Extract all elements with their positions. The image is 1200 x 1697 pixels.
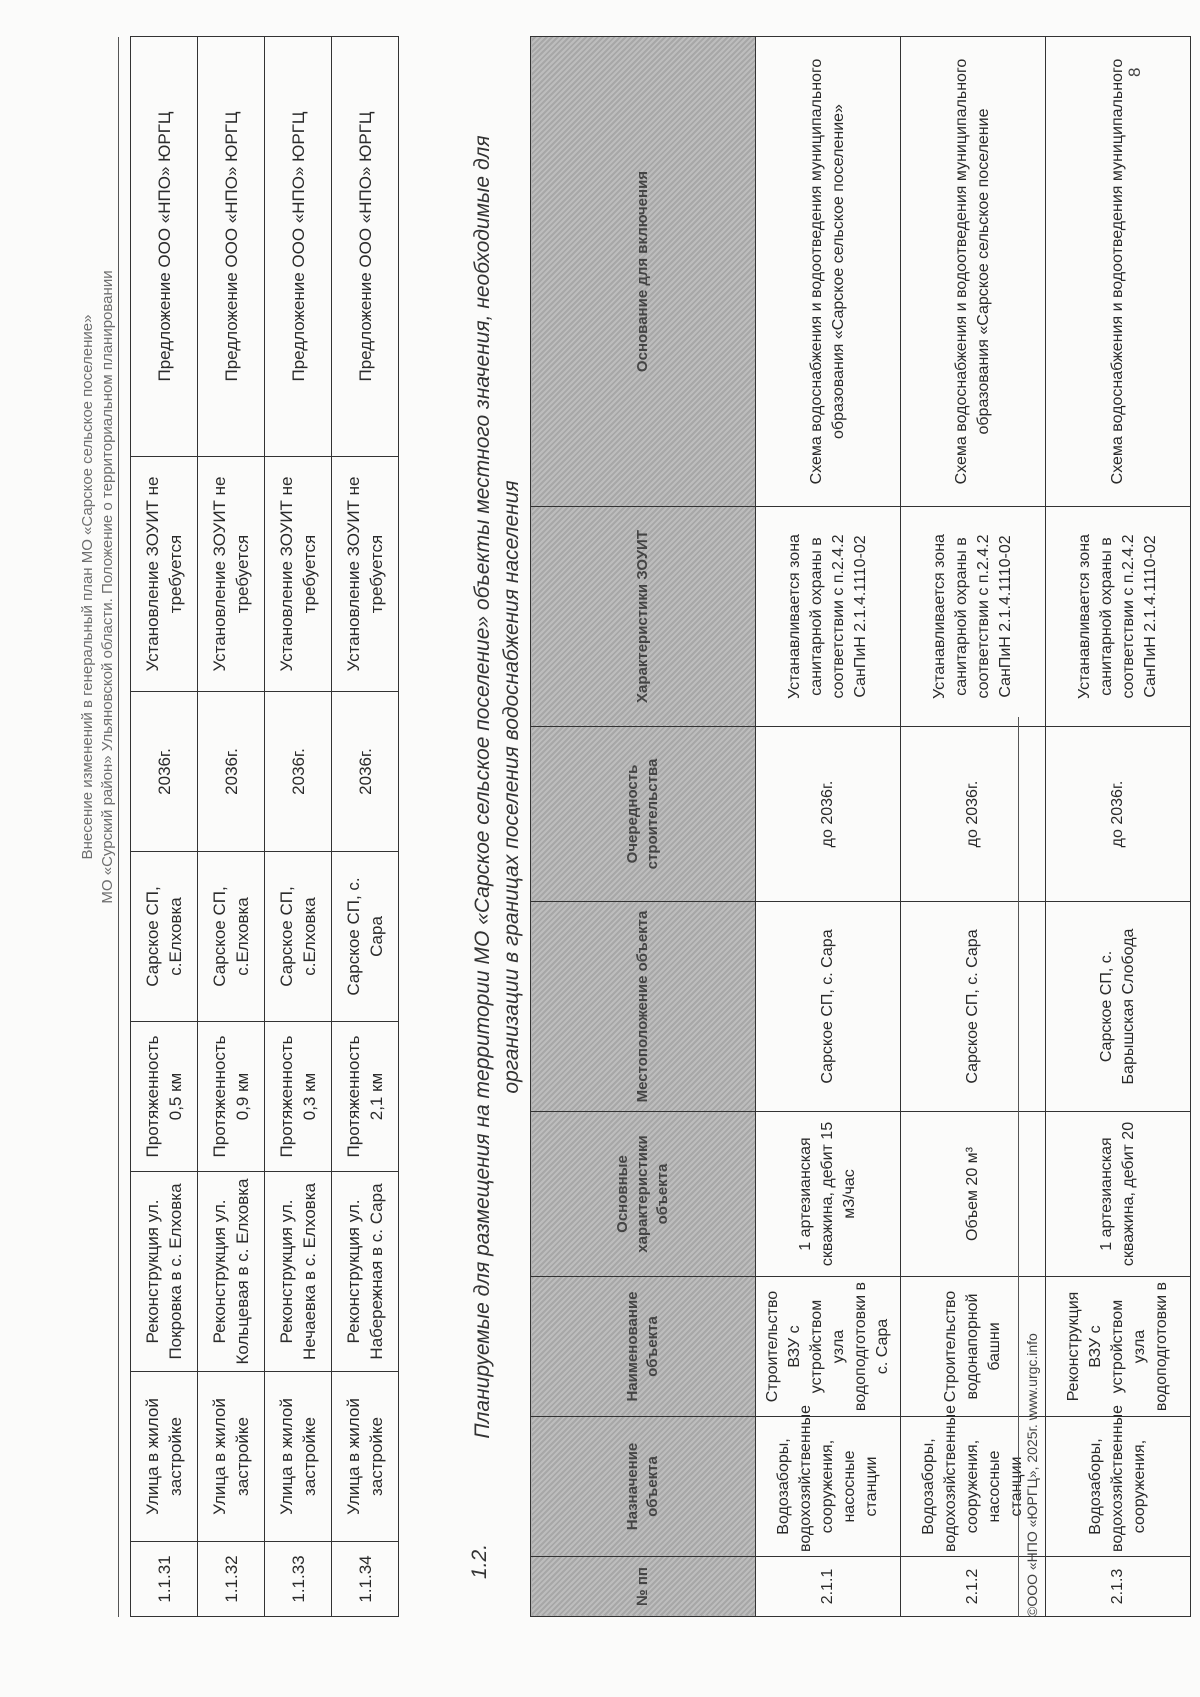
footer-divider [1018, 717, 1019, 1617]
table-cell: Сарское СП, с. Сара [901, 902, 1046, 1112]
water-supply-objects-table [530, 36, 1191, 1617]
column-header: Местоположение объекта [531, 902, 756, 1112]
table-cell: Улица в жилой застройке [265, 1372, 332, 1542]
table-cell: Устанавливается зона санитарной охраны в соответствии с п.2.4.2 СанПиН 2.1.4.1110-02 [756, 507, 901, 727]
column-header: Наименование объекта [531, 1277, 756, 1417]
table-cell: Предложение ООО «НПО» ЮРГЦ [332, 37, 399, 457]
table-cell: Устанавливается зона санитарной охраны в соответствии с п.2.4.2 СанПиН 2.1.4.1110-02 [1046, 507, 1191, 727]
table-cell: Реконструкция ул. Нечаевка в с. Елховка [265, 1172, 332, 1372]
table-cell: 1.1.32 [198, 1542, 265, 1617]
table-cell: Установление ЗОУИТ не требуется [265, 457, 332, 692]
table-cell: 1.1.34 [332, 1542, 399, 1617]
table-cell: Строительство водонапорной башни [901, 1277, 1046, 1417]
column-header: Основание для включения [531, 37, 756, 507]
table-cell: Сарское СП, с. Барышская Слобода [1046, 902, 1191, 1112]
table-cell: Протяженность 0,9 км [198, 1022, 265, 1172]
table-cell: Схема водоснабжения и водоотведения муниципального [1046, 37, 1191, 507]
table-cell: Реконструкция ул. Набережная в с. Сара [332, 1172, 399, 1372]
table-cell: Предложение ООО «НПО» ЮРГЦ [265, 37, 332, 457]
table-cell: 1.1.31 [131, 1542, 198, 1617]
table-cell: Сарское СП, с.Елховка [265, 852, 332, 1022]
water-table-body [756, 37, 1191, 1617]
column-header: Назначение объекта [531, 1417, 756, 1557]
table-cell: Сарское СП, с.Елховка [198, 852, 265, 1022]
document-header [78, 37, 118, 1137]
column-header: № пп [531, 1557, 756, 1617]
roads-table-body [131, 37, 399, 1617]
table-cell: Протяженность 2,1 км [332, 1022, 399, 1172]
table-cell: Улица в жилой застройке [332, 1372, 399, 1542]
table-row [131, 37, 198, 1617]
table-cell: Реконструкция ул. Кольцевая в с. Елховка [198, 1172, 265, 1372]
table-cell: 1.1.33 [265, 1542, 332, 1617]
table-cell: 2036г. [265, 692, 332, 852]
table-cell: до 2036г. [756, 727, 901, 902]
table-row [1046, 37, 1191, 1617]
table-cell: Объем 20 м³ [901, 1112, 1046, 1277]
table-row [198, 37, 265, 1617]
page-number: 8 [1125, 67, 1144, 77]
table-cell: 2.1.2 [901, 1557, 1046, 1617]
table-cell: 2.1.1 [756, 1557, 901, 1617]
column-header: Основные характеристики объекта [531, 1112, 756, 1277]
table-cell: 2036г. [131, 692, 198, 852]
footer-copyright: ©ООО «НПО «ЮРГЦ», 2025г. www.urgc.info [1024, 1333, 1040, 1617]
table-cell: Водозаборы, водохозяйственные сооружения, насосные станции [901, 1417, 1046, 1557]
header-line-2: МО «Сурский район» Ульяновской области. Положение о территориальном планировании [99, 270, 116, 904]
table-row [332, 37, 399, 1617]
table-cell: 2.1.3 [1046, 1557, 1191, 1617]
table-cell: Водозаборы, водохозяйственные сооружения, [1046, 1417, 1191, 1557]
table-cell: Реконструкция ул. Покровка в с. Елховка [131, 1172, 198, 1372]
table-cell: Предложение ООО «НПО» ЮРГЦ [131, 37, 198, 457]
table-row [265, 37, 332, 1617]
table-cell: 2036г. [332, 692, 399, 852]
table-cell: Улица в жилой застройке [198, 1372, 265, 1542]
table-cell: Сарское СП, с.Елховка [131, 852, 198, 1022]
table-row [756, 37, 901, 1617]
table-cell: до 2036г. [901, 727, 1046, 902]
section-title: Планируемые для размещения на территории МО «Сарское сельское поселение» объекты местного значения, необходимые для организации в границах поселения водоснабжения населения [471, 135, 523, 1439]
section-number: 1.2. [468, 1543, 491, 1579]
table-cell: Установление ЗОУИТ не требуется [332, 457, 399, 692]
table-cell: Схема водоснабжения и водоотведения муниципального образования «Сарское сельское поселение [901, 37, 1046, 507]
table-cell: Протяженность 0,3 км [265, 1022, 332, 1172]
table-cell: Предложение ООО «НПО» ЮРГЦ [198, 37, 265, 457]
column-header: Характеристики ЗОУИТ [531, 507, 756, 727]
table-cell: 1 артезианская скважина, дебит 20 [1046, 1112, 1191, 1277]
table-cell: Установление ЗОУИТ не требуется [198, 457, 265, 692]
header-line-1: Внесение изменений в генеральный план МО «Сарское сельское поселение» [79, 314, 96, 860]
table-cell: Установление ЗОУИТ не требуется [131, 457, 198, 692]
header-divider [118, 37, 119, 1617]
table-cell: Протяженность 0,5 км [131, 1022, 198, 1172]
column-header: Очередность строительства [531, 727, 756, 902]
water-table-header-row [531, 37, 756, 1617]
table-cell: Водозаборы, водохозяйственные сооружения, насосные станции [756, 1417, 901, 1557]
table-cell: Устанавливается зона санитарной охраны в соответствии с п.2.4.2 СанПиН 2.1.4.1110-02 [901, 507, 1046, 727]
table-cell: Улица в жилой застройке [131, 1372, 198, 1542]
table-cell: Сарское СП, с. Сара [756, 902, 901, 1112]
table-cell: Сарское СП, с. Сара [332, 852, 399, 1022]
table-cell: Строительство ВЗУ с устройством узла водоподготовки в с. Сара [756, 1277, 901, 1417]
table-cell: 2036г. [198, 692, 265, 852]
table-cell: до 2036г. [1046, 727, 1191, 902]
roads-table [130, 36, 399, 1617]
table-cell: Схема водоснабжения и водоотведения муниципального образования «Сарское сельское поселение» [756, 37, 901, 507]
table-cell: 1 артезианская скважина, дебит 15 м3/час [756, 1112, 901, 1277]
table-cell: Реконструкция ВЗУ с устройством узла водоподготовки в [1046, 1277, 1191, 1417]
